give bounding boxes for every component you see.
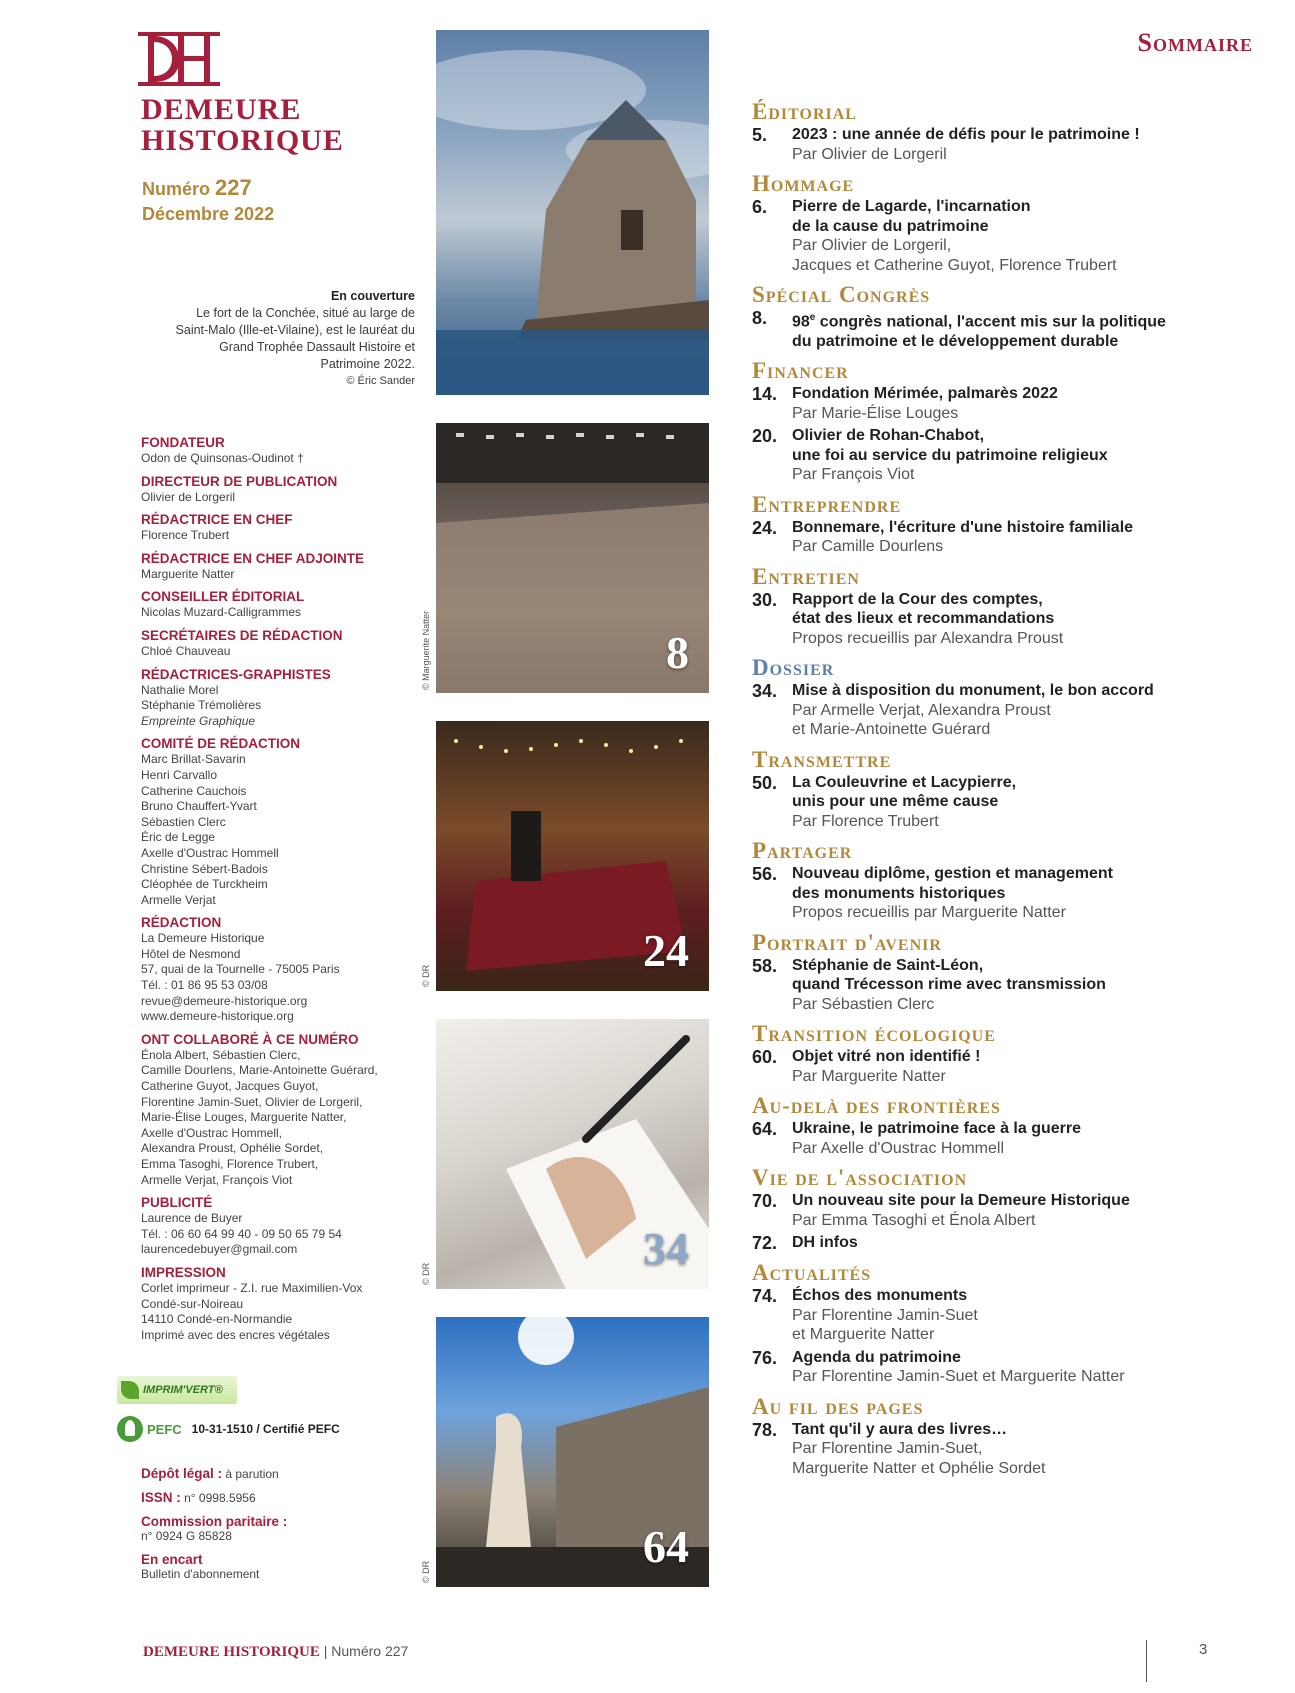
page-number: 34. — [752, 681, 778, 702]
issue-info — [142, 175, 274, 227]
credit-line: Axelle d'Oustrac Hommell, — [141, 1125, 282, 1140]
credit-fondateur — [141, 434, 401, 467]
legal-commission — [141, 1514, 401, 1544]
page-number: 78. — [752, 1419, 778, 1440]
legal-issn — [141, 1490, 401, 1506]
credit-heading: COMITÉ DE RÉDACTION — [141, 736, 301, 752]
credit-line: Axelle d'Oustrac Hommell — [141, 845, 279, 860]
article-author: Marguerite Natter et Ophélie Sordet — [792, 1459, 1046, 1477]
toc-section-transmettre — [752, 746, 1272, 832]
toc-section-association — [752, 1164, 1272, 1253]
article-title: Échos des monuments — [792, 1287, 968, 1305]
credit-heading: RÉDACTION — [141, 915, 222, 931]
article-title: 2023 : une année de défis pour le patrimoine ! — [792, 126, 1140, 143]
credit-publicite — [141, 1194, 401, 1258]
credit-line: Tél. : 06 60 64 99 40 - 09 50 65 79 54 — [141, 1226, 342, 1241]
credit-heading: SECRÉTAIRES DE RÉDACTION — [141, 627, 343, 643]
credit-adjointe — [141, 550, 401, 583]
cover-caption-text: Le fort de la Conchée, situé au large de Saint-Malo (Ille-et-Vilaine), est le lauréat du Grand Trophée Dassault Histoire et Patrimoine 2022. — [175, 306, 415, 371]
article-title: Agenda du patrimoine — [792, 1348, 961, 1366]
table-of-contents — [752, 98, 1272, 1484]
photo-credit: © DR — [421, 1560, 431, 1583]
legal-value: Bulletin d'abonnement — [141, 1567, 260, 1581]
toc-entry[interactable] — [752, 1233, 1272, 1253]
credit-line: Imprimé avec des encres végétales — [141, 1327, 330, 1342]
section-title: Financer — [752, 358, 849, 384]
article-title: une foi au service du patrimoine religieux — [792, 446, 1108, 464]
imprim-vert-badge — [117, 1376, 237, 1404]
credit-line: Empreinte Graphique — [141, 713, 256, 728]
section-title: Portrait d'avenir — [752, 929, 942, 955]
page-number: 5. — [752, 125, 768, 145]
brand-line-2: HISTORIQUE — [141, 124, 344, 157]
website-link[interactable]: www.demeure-historique.org — [141, 1009, 294, 1024]
article-author: Par Armelle Verjat, Alexandra Proust — [792, 701, 1051, 719]
issue-label: Numéro — [142, 179, 211, 199]
toc-entry[interactable] — [752, 681, 1272, 740]
credit-line: Hôtel de Nesmond — [141, 946, 241, 961]
credit-line: Énola Albert, Sébastien Clerc, — [141, 1047, 301, 1062]
masthead-credits — [141, 434, 401, 1349]
sommaire-title: Sommaire — [1137, 28, 1253, 57]
credit-heading: FONDATEUR — [141, 435, 225, 450]
page-number: 24. — [752, 517, 778, 538]
credit-comite — [141, 735, 401, 908]
article-title: des monuments historiques — [792, 884, 1006, 902]
credit-line: Odon de Quinsonas-Oudinot † — [141, 451, 304, 465]
credit-heading: DIRECTEUR DE PUBLICATION — [141, 473, 338, 489]
toc-section-congres — [752, 281, 1272, 351]
page-number: 74. — [752, 1286, 778, 1307]
pefc-certification: 10-31-1510 / Certifié PEFC — [191, 1422, 340, 1436]
credit-heading: RÉDACTRICES-GRAPHISTES — [141, 666, 331, 682]
article-author: Par François Viot — [792, 466, 915, 484]
article-author: Propos recueillis par Alexandra Proust — [792, 629, 1064, 647]
credit-redaction — [141, 914, 401, 1025]
article-title: Un nouveau site pour la Demeure Historique — [792, 1192, 1130, 1210]
title-part: congrès national, l'accent mis sur la politique — [815, 313, 1166, 331]
legal-heading: En encart — [141, 1552, 203, 1567]
credit-heading: CONSEILLER ÉDITORIAL — [141, 589, 305, 605]
article-title: Rapport de la Cour des comptes, — [792, 590, 1043, 608]
page-number: 6. — [752, 197, 768, 217]
photo-page-number: 34 — [643, 1223, 689, 1274]
toc-entry[interactable] — [752, 956, 1272, 1015]
credit-line: Catherine Guyot, Jacques Guyot, — [141, 1079, 319, 1094]
section-title: Spécial Congrès — [752, 282, 931, 307]
article-author: Propos recueillis par Marguerite Natter — [792, 904, 1066, 922]
footer-divider — [1146, 1640, 1147, 1682]
credit-line: Christine Sébert-Badois — [141, 861, 268, 876]
page-number: 60. — [752, 1047, 778, 1068]
article-title: Mise à disposition du monument, le bon accord — [792, 682, 1154, 700]
photo-ukraine-ruines — [436, 1317, 709, 1587]
toc-section-dossier — [752, 654, 1272, 740]
page-number: 76. — [752, 1347, 778, 1368]
credit-line: Olivier de Lorgeril — [141, 489, 236, 504]
toc-section-editorial — [752, 98, 1272, 164]
page-number: 20. — [752, 426, 778, 447]
title-part: 98 — [792, 313, 810, 331]
legal-heading: Dépôt légal : — [141, 1466, 223, 1481]
legal-value: n° 0924 G 85828 — [141, 1529, 232, 1543]
article-title: Olivier de Rohan-Chabot, — [792, 427, 985, 445]
article-author: Par Marie-Élise Louges — [792, 404, 959, 422]
page-number: 8. — [752, 308, 768, 328]
credit-heading: RÉDACTRICE EN CHEF ADJOINTE — [141, 550, 365, 566]
toc-section-portrait — [752, 929, 1272, 1015]
leaf-icon — [121, 1381, 139, 1399]
article-title: quand Trécesson rime avec transmission — [792, 976, 1106, 994]
toc-entry[interactable] — [752, 1191, 1272, 1230]
section-title: Dossier — [752, 655, 835, 681]
legal-value: à parution — [225, 1467, 279, 1481]
toc-entry[interactable] — [752, 1119, 1272, 1158]
credit-directeur — [141, 473, 401, 506]
toc-section-financer — [752, 357, 1272, 485]
credit-line: Laurence de Buyer — [141, 1211, 243, 1226]
cover-caption-heading: En couverture — [330, 289, 415, 303]
credit-line: Condé-sur-Noireau — [141, 1296, 244, 1311]
article-title: Ukraine, le patrimoine face à la guerre — [792, 1120, 1082, 1138]
article-author: Par Emma Tasoghi et Énola Albert — [792, 1211, 1036, 1229]
credit-line: Armelle Verjat, François Viot — [141, 1172, 293, 1187]
toc-entry[interactable] — [752, 1420, 1272, 1479]
credit-line: 14110 Condé-en-Normandie — [141, 1312, 293, 1327]
section-title: Hommage — [752, 171, 855, 196]
credit-line: 57, quai de la Tournelle - 75005 Paris — [141, 962, 340, 977]
credit-heading: IMPRESSION — [141, 1264, 226, 1280]
credit-heading: ONT COLLABORÉ À CE NUMÉRO — [141, 1031, 359, 1047]
article-title — [792, 308, 1272, 332]
section-title: Transmettre — [752, 746, 892, 772]
credit-line: Alexandra Proust, Ophélie Sordet, — [141, 1141, 324, 1156]
photo-credit: © DR — [421, 1262, 431, 1285]
page-footer — [143, 1643, 408, 1661]
page-number: 30. — [752, 589, 778, 610]
imprim-vert-text: IMPRIM'VERT® — [143, 1384, 223, 1396]
credit-line: Marguerite Natter — [141, 566, 235, 581]
credit-secretaires — [141, 627, 401, 660]
article-title: Stéphanie de Saint-Léon, — [792, 956, 984, 974]
credit-redactrice — [141, 511, 401, 544]
section-title: Transition écologique — [752, 1021, 996, 1047]
article-author: Par Camille Dourlens — [792, 538, 944, 556]
toc-entry[interactable] — [752, 864, 1272, 923]
section-title: Au fil des pages — [752, 1393, 924, 1419]
section-title: Partager — [752, 838, 853, 864]
cover-photo-credit: © Éric Sander — [346, 375, 415, 387]
toc-section-frontieres — [752, 1092, 1272, 1158]
credit-heading: PUBLICITÉ — [141, 1195, 213, 1211]
article-title: Bonnemare, l'écriture d'une histoire familiale — [792, 518, 1134, 536]
dh-monogram-logo — [134, 30, 224, 88]
credit-line: Stéphanie Trémolières — [141, 698, 262, 713]
toc-entry[interactable] — [752, 308, 1272, 351]
toc-entry[interactable] — [752, 426, 1272, 485]
credit-line: Florentine Jamin-Suet, Olivier de Lorgeril, — [141, 1094, 363, 1109]
photo-signature-contrat — [436, 1019, 709, 1289]
cover-photo-fort-conchee — [436, 30, 709, 395]
toc-entry[interactable] — [752, 518, 1272, 557]
credit-line: Chloé Chauveau — [141, 643, 231, 658]
title-superscript: e — [809, 312, 816, 323]
photo-credit: © Marguerite Natter — [421, 610, 431, 690]
credit-line: Camille Dourlens, Marie-Antoinette Guérard, — [141, 1063, 378, 1078]
credit-line: Henri Carvallo — [141, 767, 218, 782]
legal-encart — [141, 1552, 401, 1582]
article-title: Nouveau diplôme, gestion et management — [792, 865, 1113, 883]
credit-conseiller — [141, 588, 401, 621]
credit-line: Tél. : 01 86 95 53 03/08 — [141, 978, 268, 993]
page-number: 50. — [752, 772, 778, 793]
article-author: Par Florentine Jamin-Suet et Marguerite Natter — [792, 1368, 1125, 1386]
page-number: 14. — [752, 384, 778, 405]
legal-heading: Commission paritaire : — [141, 1514, 288, 1529]
credit-line: Cléophée de Turckheim — [141, 877, 268, 892]
article-title: DH infos — [792, 1234, 858, 1252]
credit-impression — [141, 1264, 401, 1343]
brand-line-1: DEMEURE — [141, 93, 302, 126]
credit-graphistes — [141, 666, 401, 730]
credit-line: Marie-Élise Louges, Marguerite Natter, — [141, 1110, 347, 1125]
toc-entry[interactable] — [752, 197, 1272, 275]
page-number: 56. — [752, 864, 778, 885]
article-author: Par Florentine Jamin-Suet — [792, 1306, 978, 1324]
toc-entry[interactable] — [752, 384, 1272, 423]
toc-section-actualites — [752, 1259, 1272, 1387]
photo-page-number: 64 — [643, 1521, 689, 1572]
credit-line: Armelle Verjat — [141, 892, 216, 907]
article-title: Tant qu'il y aura des livres… — [792, 1420, 1008, 1438]
page-number-footer: 3 — [1199, 1641, 1208, 1658]
toc-entry[interactable] — [752, 773, 1272, 832]
imprim-vert-logo — [117, 1372, 417, 1408]
fort-illustration — [436, 30, 709, 395]
email-link[interactable]: laurencedebuyer@gmail.com — [141, 1242, 298, 1257]
credit-line: Marc Brillat-Savarin — [141, 752, 246, 767]
section-title: Éditorial — [752, 99, 857, 124]
article-author: Par Sébastien Clerc — [792, 995, 935, 1013]
photo-page-number: 8 — [666, 627, 689, 678]
article-author: Jacques et Catherine Guyot, Florence Trubert — [792, 256, 1117, 274]
credit-line: Nicolas Muzard-Calligrammes — [141, 605, 302, 620]
article-author: Par Florence Trubert — [792, 812, 939, 830]
article-author: Par Axelle d'Oustrac Hommell — [792, 1139, 1005, 1157]
toc-section-pages — [752, 1393, 1272, 1479]
photo-marche-noel — [436, 721, 709, 991]
toc-section-entreprendre — [752, 491, 1272, 557]
article-title: du patrimoine et le développement durable — [792, 332, 1119, 350]
article-author: Par Olivier de Lorgeril — [792, 145, 947, 163]
toc-section-hommage — [752, 170, 1272, 275]
article-author: Par Marguerite Natter — [792, 1067, 946, 1085]
credit-collabore — [141, 1031, 401, 1188]
article-author: et Marie-Antoinette Guérard — [792, 721, 991, 739]
page-number: 70. — [752, 1191, 778, 1212]
section-title: Au-delà des frontières — [752, 1093, 1001, 1119]
section-title: Vie de l'association — [752, 1165, 968, 1191]
footer-separator: | — [319, 1643, 332, 1659]
article-title: état des lieux et recommandations — [792, 610, 1055, 628]
article-author: et Marguerite Natter — [792, 1326, 935, 1344]
legal-value: n° 0998.5956 — [184, 1491, 256, 1505]
section-title: Entreprendre — [752, 491, 902, 517]
brand-name — [141, 94, 344, 156]
toc-section-partager — [752, 837, 1272, 923]
photo-congres-auditorium — [436, 423, 709, 693]
pefc-tree-icon — [117, 1416, 143, 1442]
cover-caption — [160, 288, 415, 390]
pefc-text: PEFC — [147, 1421, 182, 1437]
toc-section-transition — [752, 1020, 1272, 1086]
article-title: La Couleuvrine et Lacypierre, — [792, 773, 1017, 791]
page-number: 72. — [752, 1233, 778, 1254]
legal-info — [141, 1466, 401, 1590]
legal-depot — [141, 1466, 401, 1482]
credit-line: Éric de Legge — [141, 830, 216, 845]
credit-line: Corlet imprimeur - Z.I. rue Maximilien-Vox — [141, 1280, 363, 1295]
toc-entry[interactable] — [752, 1047, 1272, 1086]
section-title: Entretien — [752, 563, 860, 589]
toc-section-entretien — [752, 563, 1272, 649]
credit-line: Nathalie Morel — [141, 682, 219, 697]
article-title: unis pour une même cause — [792, 793, 999, 811]
article-title: Objet vitré non identifié ! — [792, 1048, 981, 1066]
issue-number: 227 — [215, 175, 252, 200]
credit-line: Bruno Chauffert-Yvart — [141, 799, 257, 814]
footer-brand: DEMEURE HISTORIQUE — [143, 1644, 320, 1660]
article-author: Par Florentine Jamin-Suet, — [792, 1440, 983, 1458]
pefc-row — [117, 1416, 417, 1442]
pefc-logo — [117, 1416, 182, 1442]
toc-entry[interactable] — [752, 125, 1272, 164]
credit-line: Sébastien Clerc — [141, 814, 226, 829]
eco-labels — [117, 1372, 417, 1442]
credit-line: Emma Tasoghi, Florence Trubert, — [141, 1157, 319, 1171]
article-title: Fondation Mérimée, palmarès 2022 — [792, 385, 1058, 403]
article-title: de la cause du patrimoine — [792, 217, 989, 235]
footer-issue: Numéro 227 — [331, 1643, 409, 1659]
toc-entry[interactable] — [752, 590, 1272, 649]
credit-line: Florence Trubert — [141, 528, 230, 543]
article-author: Par Olivier de Lorgeril, — [792, 237, 952, 254]
toc-entry[interactable] — [752, 1348, 1272, 1387]
legal-heading: ISSN : — [141, 1490, 181, 1505]
credit-line: La Demeure Historique — [141, 931, 265, 946]
credit-line: Catherine Cauchois — [141, 783, 247, 798]
toc-entry[interactable] — [752, 1286, 1272, 1345]
email-link[interactable]: revue@demeure-historique.org — [141, 993, 308, 1008]
article-title: Pierre de Lagarde, l'incarnation — [792, 198, 1031, 215]
credit-heading: RÉDACTRICE EN CHEF — [141, 512, 293, 528]
issue-date: Décembre 2022 — [142, 204, 275, 224]
page-number: 64. — [752, 1119, 778, 1140]
page-number: 58. — [752, 955, 778, 976]
photo-page-number: 24 — [643, 925, 689, 976]
photo-credit: © DR — [421, 964, 431, 987]
section-title: Actualités — [752, 1260, 872, 1286]
